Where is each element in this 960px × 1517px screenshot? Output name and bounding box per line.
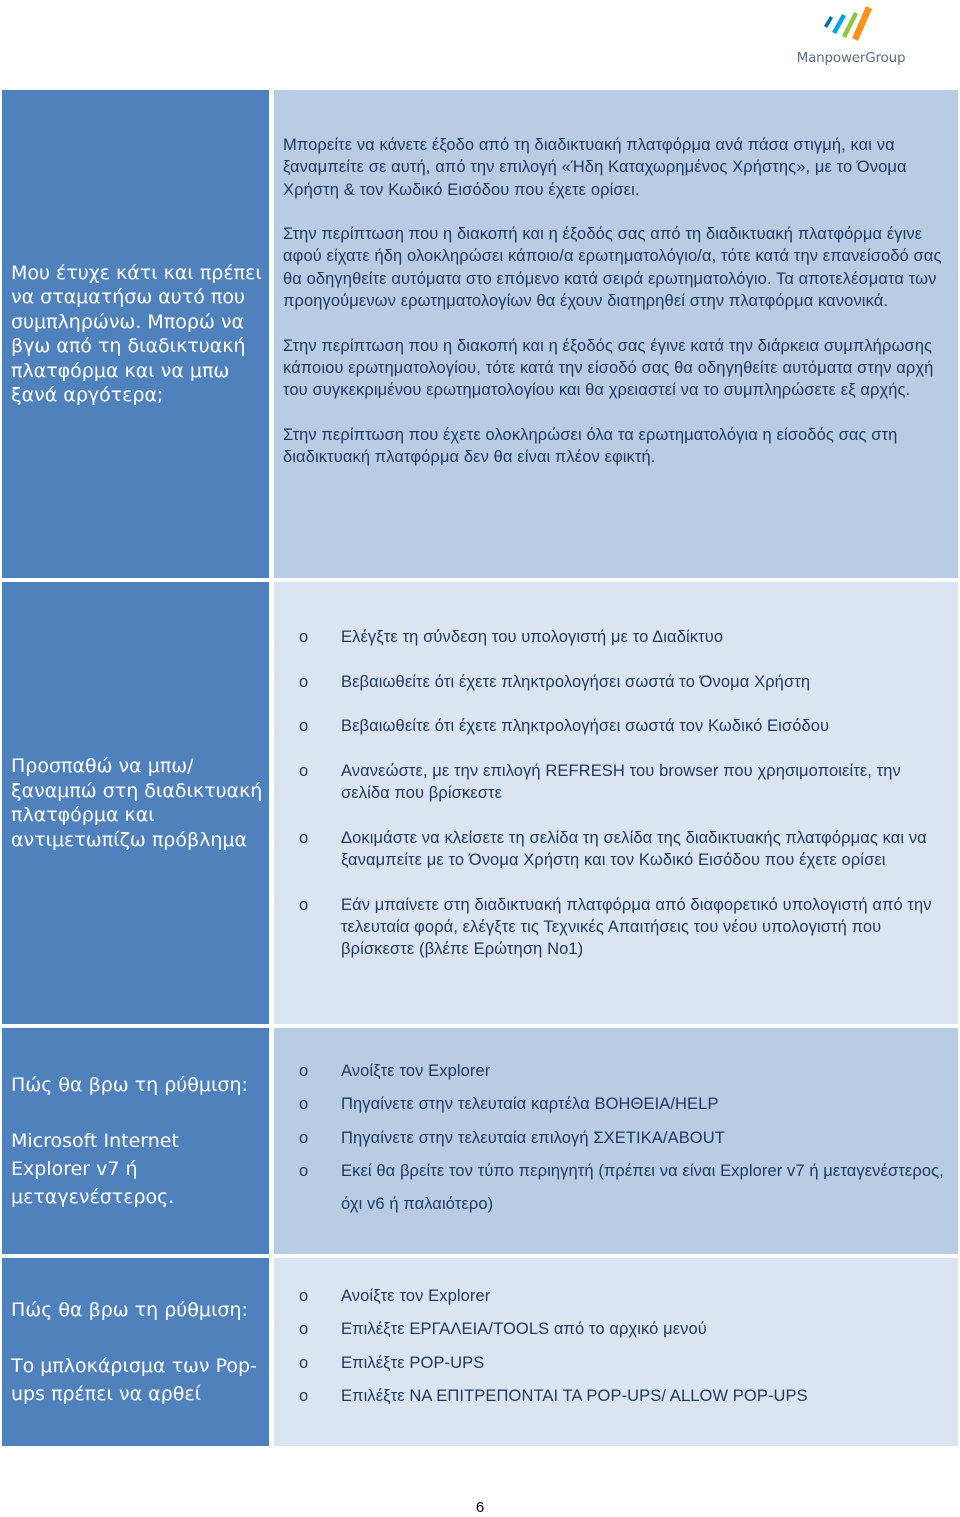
list-item-text: Ανανεώστε, με την επιλογή REFRESH του browser που χρησιμοποιείτε, την σελίδα που βρίσκεστε <box>341 761 901 803</box>
answer-cell <box>274 582 958 1024</box>
list-item <box>283 1088 948 1121</box>
answer-paragraph: Στην περίπτωση που η διακοπή και η έξοδός σας έγινε κατά την διάρκεια συμπλήρωσης κάποιου ερωτηματολογίου, τότε κατά την είσοδό σας θα οδηγηθείτε αυτόματα στην αρχή του συγκεκριμένου ερωτηματολογίου και θα χρειαστεί να το συμπληρώσετε εξ αρχής. <box>283 336 934 400</box>
list-item-text: Επιλέξτε ΝΑ ΕΠΙΤΡΕΠΟΝΤΑΙ ΤΑ POP-UPS/ ALLOW POP-UPS <box>341 1386 808 1405</box>
answer-paragraph: Μπορείτε να κάνετε έξοδο από τη διαδικτυακή πλατφόρμα ανά πάσα στιγμή, και να ξαναμπείτε σε αυτή, από την επιλογή «Ήδη Καταχωρημένος Χρήστης», με το Όνομα Χρήστη & τον Κωδικό Εισόδου που έχετε ορίσει. <box>283 136 907 199</box>
list-item <box>283 1313 948 1346</box>
bullet-icon: o <box>299 717 309 736</box>
answer-cell <box>274 90 958 578</box>
bullet-icon: o <box>299 1062 309 1080</box>
manpowergroup-logo-icon <box>820 4 882 48</box>
faq-row-4 <box>2 1258 958 1446</box>
bullet-icon: o <box>299 1128 309 1147</box>
list-item <box>283 1122 948 1155</box>
steps-list <box>283 1280 948 1413</box>
question-cell <box>2 90 269 578</box>
list-item-text: Βεβαιωθείτε ότι έχετε πληκτρολογήσει σωστά το Όνομα Χρήστη <box>341 672 811 691</box>
bullet-icon: o <box>299 1095 309 1114</box>
faq-row-3 <box>2 1028 958 1254</box>
answer-paragraph: Στην περίπτωση που έχετε ολοκληρώσει όλα τα ερωτηματολόγια η είσοδός σας στη διαδικτυακή πλατφόρμα δεν θα είναι πλέον εφικτή. <box>283 425 898 467</box>
list-item-text: Εκεί θα βρείτε τον τύπο περιηγητή (πρέπει να είναι Explorer v7 ή μεταγενέστερος, όχι v6 ή παλαιότερο) <box>341 1161 944 1214</box>
question-text: Το μπλοκάρισμα των Pop-ups πρέπει να αρθεί <box>11 1355 257 1405</box>
bullet-icon: o <box>299 828 309 847</box>
list-item <box>283 760 948 805</box>
question-text: Μου έτυχε κάτι και πρέπει να σταματήσω αυτό που συμπληρώνω. Μπορώ να βγω από τη διαδικτυακή πλατφόρμα και να μπω ξανά αργότερα; <box>11 261 262 406</box>
list-item-text: Ανοίξτε τον Explorer <box>341 1287 491 1305</box>
list-item-text: Ελέγξτε τη σύνδεση του υπολογιστή με το Διαδίκτυο <box>341 628 724 646</box>
steps-list <box>283 1055 948 1221</box>
page-number: 6 <box>475 1499 485 1516</box>
answer-paragraph: Στην περίπτωση που η διακοπή και η έξοδός σας από τη διαδικτυακή πλατφόρμα έγινε αφού είχατε ήδη ολοκληρώσει κάποιο/α ερωτηματολόγιο/α, τότε κατά την επανείσοδό σας θα οδηγηθείτε αυτόματα στο επόμενο κατά σειρά ερωτηματολόγιο. Τα αποτελέσματα των προηγούμενων ερωτηματολογίων θα έχουν διατηρηθεί στην πλατφόρμα κανονικά. <box>283 225 942 311</box>
list-item <box>283 715 948 737</box>
list-item-text: Πηγαίνετε στην τελευταία καρτέλα ΒΟΗΘΕΙΑ/HELP <box>341 1095 719 1114</box>
list-item-text: Εάν μπαίνετε στη διαδικτυακή πλατφόρμα από διαφορετικό υπολογιστή από την τελευταία φορά, ελέγξτε τις Τεχνικές Απαιτήσεις του νέου υπολογιστή που βρίσκεστε (βλέπε Ερώτηση Νο1) <box>341 895 932 959</box>
list-item-text: Πηγαίνετε στην τελευταία επιλογή ΣΧΕΤΙΚΑ/ABOUT <box>341 1128 725 1147</box>
question-text: Προσπαθώ να μπω/ ξαναμπώ στη διαδικτυακή πλατφόρμα και αντιμετωπίζω πρόβλημα <box>11 755 263 851</box>
question-cell <box>2 582 269 1024</box>
list-item-text: Ανοίξτε τον Explorer <box>341 1062 491 1080</box>
faq-row-2 <box>2 582 958 1024</box>
list-item <box>283 1155 948 1222</box>
faq-row-1 <box>2 90 958 578</box>
list-item-text: Επιλέξτε POP-UPS <box>341 1353 485 1372</box>
bullet-icon: o <box>299 1386 309 1405</box>
list-item-text: Βεβαιωθείτε ότι έχετε πληκτρολογήσει σωστά τον Κωδικό Εισόδου <box>341 717 830 736</box>
bullet-icon: o <box>299 1353 309 1372</box>
list-item <box>283 1055 948 1088</box>
bullet-icon: o <box>299 1161 309 1180</box>
list-item-text: Δοκιμάστε να κλείσετε τη σελίδα τη σελίδα της διαδικτυακής πλατφόρμας και να ξαναμπείτε με το Όνομα Χρήστη και τον Κωδικό Εισόδου που έχετε ορίσει <box>341 828 927 869</box>
logo-wordmark: ManpowerGroup <box>796 50 906 66</box>
list-item <box>283 1280 948 1313</box>
manpowergroup-logo <box>786 0 916 72</box>
answer-cell <box>274 1028 958 1254</box>
list-item <box>283 626 948 648</box>
answer-cell <box>274 1258 958 1446</box>
list-item <box>283 1380 948 1413</box>
setting-heading: Πώς θα βρω τη ρύθμιση: <box>11 1299 248 1321</box>
bullet-icon: o <box>299 761 309 780</box>
list-item <box>283 1347 948 1380</box>
bullet-icon: o <box>299 1320 309 1339</box>
question-cell <box>2 1028 269 1254</box>
question-text: Microsoft Internet Explorer v7 ή μεταγενέστερος. <box>11 1130 179 1208</box>
bullet-icon: o <box>299 1287 309 1305</box>
bullet-icon: o <box>299 895 309 914</box>
bullet-icon: o <box>299 628 309 646</box>
list-item <box>283 827 948 872</box>
setting-heading: Πώς θα βρω τη ρύθμιση: <box>11 1074 248 1096</box>
list-item <box>283 894 948 961</box>
question-cell <box>2 1258 269 1446</box>
list-item-text: Επιλέξτε ΕΡΓΑΛΕΙΑ/TOOLS από το αρχικό μενού <box>341 1320 707 1339</box>
steps-list <box>283 626 948 960</box>
list-item <box>283 671 948 693</box>
bullet-icon: o <box>299 672 309 691</box>
